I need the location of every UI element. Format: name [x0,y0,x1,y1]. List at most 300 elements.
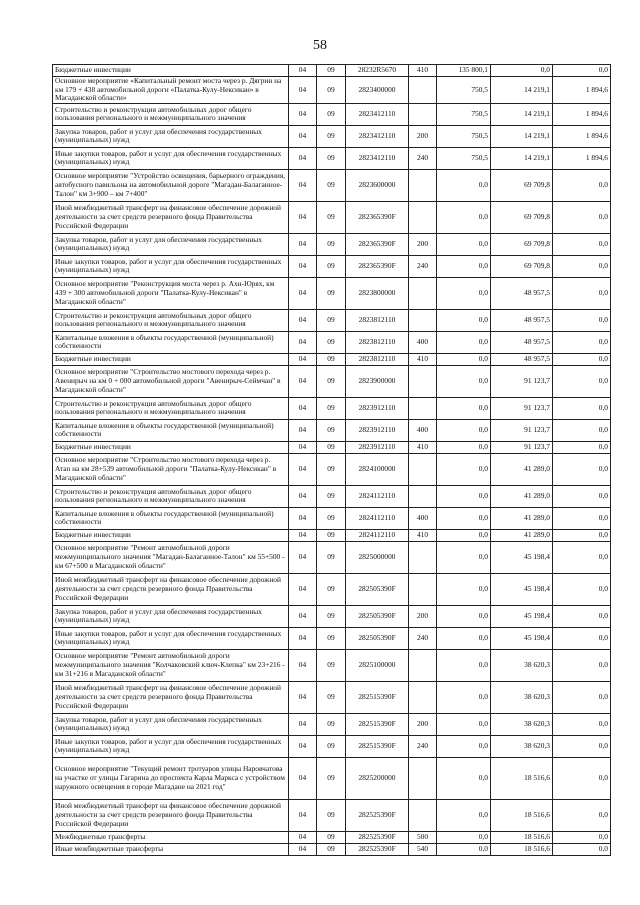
table-row [53,255,611,277]
page-number: 58 [313,38,327,53]
table-row [53,757,611,799]
row-amount-2-cell: 14 219,1 [491,77,553,104]
row-expense-type-cell [409,77,437,104]
row-expense-type-cell: 200 [409,233,437,255]
row-section-cell: 04 [289,309,317,331]
row-amount-1-cell: 750,5 [437,77,491,104]
row-section-cell: 04 [289,713,317,735]
row-subsection-cell: 09 [317,365,346,397]
row-target-article-cell: 282365390F [346,233,409,255]
row-target-article-cell: 2823812110 [346,331,409,353]
row-expense-type-cell [409,397,437,419]
row-amount-3-cell: 0,0 [553,353,611,365]
row-section-cell: 04 [289,419,317,441]
row-amount-2-cell: 18 516,6 [491,799,553,831]
row-expense-type-cell: 400 [409,331,437,353]
row-expense-type-cell [409,485,437,507]
row-expense-type-cell [409,365,437,397]
row-name-cell: Основное мероприятие «Капитальный ремонт моста через р. Дягрин на км 179 + 438 автомобильной дороги «Палатка-Кулу-Нексикан» в Магаданской области» [53,77,289,104]
table-row [53,541,611,573]
row-target-article-cell: 282365390F [346,255,409,277]
row-amount-2-cell: 45 198,4 [491,541,553,573]
row-section-cell: 04 [289,453,317,485]
row-expense-type-cell [409,453,437,485]
row-subsection-cell: 09 [317,331,346,353]
row-section-cell: 04 [289,799,317,831]
row-section-cell: 04 [289,485,317,507]
table-row [53,233,611,255]
row-subsection-cell: 09 [317,201,346,233]
row-target-article-cell: 2823812110 [346,353,409,365]
row-target-article-cell: 2823900000 [346,365,409,397]
row-amount-3-cell: 0,0 [553,441,611,453]
row-name-cell: Основное мероприятие "Ремонт автомобильной дороги межмуниципального значения "Магадан-Балаганное-Талон" км 55+500 - км 67+500 в Магаданской области" [53,541,289,573]
row-expense-type-cell: 240 [409,255,437,277]
row-name-cell: Бюджетные инвестиции [53,65,289,77]
row-amount-2-cell: 91 123,7 [491,441,553,453]
row-subsection-cell: 09 [317,507,346,529]
row-amount-1-cell: 0,0 [437,843,491,855]
row-amount-1-cell: 0,0 [437,485,491,507]
row-target-article-cell: 2823412110 [346,147,409,169]
row-section-cell: 04 [289,573,317,605]
row-target-article-cell: 2823412110 [346,125,409,147]
row-name-cell: Закупка товаров, работ и услуг для обеспечения государственных (муниципальных) нужд [53,713,289,735]
row-subsection-cell: 09 [317,605,346,627]
row-amount-2-cell: 41 289,0 [491,529,553,541]
row-name-cell: Строительство и реконструкция автомобильных дорог общего пользования регионального и межмуниципального значения [53,485,289,507]
row-subsection-cell: 09 [317,649,346,681]
table-row [53,365,611,397]
row-target-article-cell: 2824100000 [346,453,409,485]
row-target-article-cell: 2824112110 [346,529,409,541]
row-amount-2-cell: 91 123,7 [491,397,553,419]
row-section-cell: 04 [289,605,317,627]
row-subsection-cell: 09 [317,353,346,365]
row-amount-3-cell: 1 894,6 [553,77,611,104]
row-amount-1-cell: 0,0 [437,541,491,573]
row-amount-2-cell: 41 289,0 [491,507,553,529]
row-subsection-cell: 09 [317,419,346,441]
table-row [53,799,611,831]
row-expense-type-cell [409,573,437,605]
row-subsection-cell: 09 [317,573,346,605]
budget-table [52,64,611,856]
row-target-article-cell: 2823400000 [346,77,409,104]
row-name-cell: Иной межбюджетный трансферт на финансовое обеспечение дорожной деятельности за счет средств резервного фонда Правительства Российской Федерации [53,681,289,713]
row-amount-1-cell: 750,5 [437,103,491,125]
row-name-cell: Иные закупки товаров, работ и услуг для обеспечения государственных (муниципальных) нужд [53,147,289,169]
row-amount-2-cell: 91 123,7 [491,419,553,441]
row-section-cell: 04 [289,77,317,104]
row-subsection-cell: 09 [317,277,346,309]
row-subsection-cell: 09 [317,529,346,541]
table-row [53,309,611,331]
row-amount-2-cell: 45 198,4 [491,605,553,627]
row-name-cell: Основное мероприятие "Ремонт автомобильной дороги межмуниципального значения "Колчаковский ключ-Клепка" км 23+216 - км 31+216 в Магаданской области" [53,649,289,681]
row-target-article-cell: 2825200000 [346,757,409,799]
row-amount-3-cell: 0,0 [553,529,611,541]
row-amount-1-cell: 0,0 [437,397,491,419]
row-amount-3-cell: 0,0 [553,233,611,255]
row-target-article-cell: 2825100000 [346,649,409,681]
row-amount-3-cell: 0,0 [553,799,611,831]
row-name-cell: Основное мероприятие "Текущий ремонт тротуаров улицы Наровчатова на участке от улицы Гагарина до проспекта Карла Маркса с устройством наружного освещения в городе Магадане на 2021 год" [53,757,289,799]
row-expense-type-cell: 410 [409,529,437,541]
row-section-cell: 04 [289,757,317,799]
row-section-cell: 04 [289,255,317,277]
row-amount-1-cell: 0,0 [437,573,491,605]
row-name-cell: Основное мероприятие "Строительство мостового перехода через р. Авенирыч на км 0 + 000 автомобильной дороги "Авенирыч-Сеймчан" в Магаданской области" [53,365,289,397]
row-amount-2-cell: 69 709,8 [491,201,553,233]
row-expense-type-cell [409,309,437,331]
row-subsection-cell: 09 [317,453,346,485]
row-name-cell: Закупка товаров, работ и услуг для обеспечения государственных (муниципальных) нужд [53,605,289,627]
row-expense-type-cell: 540 [409,843,437,855]
row-amount-3-cell: 0,0 [553,65,611,77]
table-row [53,627,611,649]
row-subsection-cell: 09 [317,831,346,843]
row-subsection-cell: 09 [317,147,346,169]
row-amount-2-cell: 48 957,5 [491,353,553,365]
table-row [53,713,611,735]
row-name-cell: Межбюджетные трансферты [53,831,289,843]
row-amount-2-cell: 38 620,3 [491,735,553,757]
row-amount-1-cell: 0,0 [437,441,491,453]
table-row [53,529,611,541]
row-amount-2-cell: 69 709,8 [491,255,553,277]
row-amount-2-cell: 18 516,6 [491,831,553,843]
row-target-article-cell: 282525390F [346,831,409,843]
row-amount-3-cell: 0,0 [553,605,611,627]
table-row [53,169,611,201]
row-amount-1-cell: 0,0 [437,713,491,735]
row-name-cell: Иные закупки товаров, работ и услуг для обеспечения государственных (муниципальных) нужд [53,735,289,757]
row-expense-type-cell: 200 [409,713,437,735]
table-row [53,649,611,681]
row-amount-2-cell: 14 219,1 [491,147,553,169]
row-name-cell: Иные межбюджетные трансферты [53,843,289,855]
row-amount-1-cell: 0,0 [437,507,491,529]
row-target-article-cell: 282505390F [346,605,409,627]
row-amount-3-cell: 0,0 [553,419,611,441]
table-row [53,201,611,233]
table-row [53,831,611,843]
row-subsection-cell: 09 [317,169,346,201]
row-amount-1-cell: 0,0 [437,605,491,627]
row-expense-type-cell [409,757,437,799]
row-subsection-cell: 09 [317,541,346,573]
row-target-article-cell: 282525390F [346,843,409,855]
row-target-article-cell: 282515390F [346,681,409,713]
row-subsection-cell: 09 [317,125,346,147]
row-expense-type-cell: 400 [409,419,437,441]
row-amount-3-cell: 0,0 [553,277,611,309]
row-amount-1-cell: 0,0 [437,365,491,397]
row-target-article-cell: 282505390F [346,573,409,605]
row-section-cell: 04 [289,529,317,541]
row-expense-type-cell: 200 [409,605,437,627]
table-row [53,843,611,855]
table-row [53,681,611,713]
row-expense-type-cell [409,201,437,233]
row-subsection-cell: 09 [317,757,346,799]
row-section-cell: 04 [289,649,317,681]
table-row [53,605,611,627]
row-amount-1-cell: 750,5 [437,147,491,169]
row-section-cell: 04 [289,147,317,169]
row-amount-3-cell: 0,0 [553,627,611,649]
row-section-cell: 04 [289,627,317,649]
row-amount-3-cell: 0,0 [553,485,611,507]
row-amount-3-cell: 0,0 [553,397,611,419]
row-amount-2-cell: 48 957,5 [491,331,553,353]
row-expense-type-cell: 410 [409,65,437,77]
row-amount-2-cell: 45 198,4 [491,627,553,649]
row-target-article-cell: 28232R5670 [346,65,409,77]
row-name-cell: Бюджетные инвестиции [53,441,289,453]
table-row [53,103,611,125]
row-section-cell: 04 [289,125,317,147]
row-amount-3-cell: 0,0 [553,573,611,605]
row-subsection-cell: 09 [317,713,346,735]
row-amount-2-cell: 38 620,3 [491,649,553,681]
row-target-article-cell: 2825000000 [346,541,409,573]
row-section-cell: 04 [289,103,317,125]
row-expense-type-cell: 240 [409,735,437,757]
row-section-cell: 04 [289,277,317,309]
row-name-cell: Бюджетные инвестиции [53,353,289,365]
row-amount-2-cell: 0,0 [491,65,553,77]
row-expense-type-cell [409,169,437,201]
row-name-cell: Иной межбюджетный трансферт на финансовое обеспечение дорожной деятельности за счет средств резервного фонда Правительства Российской Федерации [53,573,289,605]
row-subsection-cell: 09 [317,627,346,649]
row-amount-2-cell: 41 289,0 [491,453,553,485]
row-subsection-cell: 09 [317,65,346,77]
row-amount-3-cell: 0,0 [553,453,611,485]
row-amount-3-cell: 0,0 [553,735,611,757]
row-expense-type-cell [409,681,437,713]
row-target-article-cell: 282515390F [346,735,409,757]
row-amount-1-cell: 750,5 [437,125,491,147]
row-name-cell: Основное мероприятие "Устройство освещения, барьерного ограждения, автобусного павильона на автомобильной дороге "Магадан-Балаганное-Талон" км 3+900 – км 7+400" [53,169,289,201]
row-amount-3-cell: 0,0 [553,831,611,843]
table-row [53,125,611,147]
row-target-article-cell: 2823800000 [346,277,409,309]
row-amount-1-cell: 0,0 [437,799,491,831]
row-amount-3-cell: 0,0 [553,331,611,353]
row-expense-type-cell [409,799,437,831]
table-row [53,277,611,309]
row-section-cell: 04 [289,365,317,397]
row-amount-2-cell: 14 219,1 [491,103,553,125]
row-amount-2-cell: 69 709,8 [491,169,553,201]
row-amount-2-cell: 18 516,6 [491,843,553,855]
table-row [53,65,611,77]
row-target-article-cell: 2823812110 [346,309,409,331]
row-name-cell: Капитальные вложения в объекты государственной (муниципальной) собственности [53,419,289,441]
row-expense-type-cell [409,103,437,125]
row-subsection-cell: 09 [317,735,346,757]
row-expense-type-cell: 500 [409,831,437,843]
row-name-cell: Капитальные вложения в объекты государственной (муниципальной) собственности [53,507,289,529]
row-name-cell: Капитальные вложения в объекты государственной (муниципальной) собственности [53,331,289,353]
row-expense-type-cell: 200 [409,125,437,147]
budget-table-body [53,65,611,856]
row-amount-1-cell: 0,0 [437,331,491,353]
table-row [53,735,611,757]
row-amount-1-cell: 0,0 [437,353,491,365]
row-amount-2-cell: 69 709,8 [491,233,553,255]
row-subsection-cell: 09 [317,103,346,125]
row-subsection-cell: 09 [317,485,346,507]
row-amount-1-cell: 0,0 [437,735,491,757]
row-subsection-cell: 09 [317,77,346,104]
table-row [53,485,611,507]
row-target-article-cell: 2823912110 [346,397,409,419]
row-amount-3-cell: 0,0 [553,649,611,681]
row-amount-1-cell: 135 800,1 [437,65,491,77]
row-amount-2-cell: 45 198,4 [491,573,553,605]
row-subsection-cell: 09 [317,255,346,277]
row-name-cell: Иные закупки товаров, работ и услуг для обеспечения государственных (муниципальных) нужд [53,627,289,649]
table-row [53,573,611,605]
row-expense-type-cell [409,541,437,573]
row-name-cell: Иные закупки товаров, работ и услуг для обеспечения государственных (муниципальных) нужд [53,255,289,277]
row-amount-2-cell: 18 516,6 [491,757,553,799]
row-amount-3-cell: 0,0 [553,713,611,735]
row-name-cell: Закупка товаров, работ и услуг для обеспечения государственных (муниципальных) нужд [53,125,289,147]
row-section-cell: 04 [289,507,317,529]
row-expense-type-cell: 410 [409,353,437,365]
row-amount-1-cell: 0,0 [437,529,491,541]
row-amount-1-cell: 0,0 [437,169,491,201]
row-expense-type-cell: 400 [409,507,437,529]
row-section-cell: 04 [289,233,317,255]
row-name-cell: Бюджетные инвестиции [53,529,289,541]
row-target-article-cell: 2823912110 [346,441,409,453]
row-section-cell: 04 [289,65,317,77]
table-row [53,507,611,529]
row-amount-1-cell: 0,0 [437,627,491,649]
row-amount-2-cell: 48 957,5 [491,309,553,331]
row-expense-type-cell [409,649,437,681]
row-target-article-cell: 282365390F [346,201,409,233]
row-subsection-cell: 09 [317,843,346,855]
table-row [53,397,611,419]
row-amount-2-cell: 14 219,1 [491,125,553,147]
row-name-cell: Строительство и реконструкция автомобильных дорог общего пользования регионального и межмуниципального значения [53,397,289,419]
row-target-article-cell: 2823412110 [346,103,409,125]
table-row [53,453,611,485]
row-expense-type-cell: 240 [409,627,437,649]
table-row [53,419,611,441]
row-amount-3-cell: 0,0 [553,541,611,573]
row-subsection-cell: 09 [317,681,346,713]
table-row [53,77,611,104]
row-expense-type-cell [409,277,437,309]
row-amount-1-cell: 0,0 [437,309,491,331]
row-section-cell: 04 [289,681,317,713]
row-target-article-cell: 2824112110 [346,507,409,529]
table-row [53,441,611,453]
row-amount-2-cell: 38 620,3 [491,713,553,735]
row-name-cell: Иной межбюджетный трансферт на финансовое обеспечение дорожной деятельности за счет средств резервного фонда Правительства Российской Федерации [53,799,289,831]
row-section-cell: 04 [289,735,317,757]
row-subsection-cell: 09 [317,441,346,453]
row-section-cell: 04 [289,331,317,353]
row-subsection-cell: 09 [317,397,346,419]
row-amount-1-cell: 0,0 [437,255,491,277]
row-expense-type-cell: 240 [409,147,437,169]
row-amount-2-cell: 48 957,5 [491,277,553,309]
table-row [53,353,611,365]
row-amount-3-cell: 0,0 [553,169,611,201]
row-amount-3-cell: 1 894,6 [553,147,611,169]
row-amount-1-cell: 0,0 [437,681,491,713]
row-name-cell: Закупка товаров, работ и услуг для обеспечения государственных (муниципальных) нужд [53,233,289,255]
row-name-cell: Иной межбюджетный трансферт на финансовое обеспечение дорожной деятельности за счет средств резервного фонда Правительства Российской Федерации [53,201,289,233]
row-amount-3-cell: 0,0 [553,681,611,713]
row-amount-1-cell: 0,0 [437,757,491,799]
row-amount-3-cell: 0,0 [553,507,611,529]
row-subsection-cell: 09 [317,233,346,255]
row-subsection-cell: 09 [317,309,346,331]
table-row [53,147,611,169]
row-amount-1-cell: 0,0 [437,831,491,843]
row-section-cell: 04 [289,831,317,843]
row-name-cell: Строительство и реконструкция автомобильных дорог общего пользования регионального и межмуниципального значения [53,103,289,125]
row-section-cell: 04 [289,843,317,855]
row-section-cell: 04 [289,169,317,201]
row-amount-3-cell: 0,0 [553,255,611,277]
row-amount-3-cell: 0,0 [553,843,611,855]
table-row [53,331,611,353]
row-amount-3-cell: 0,0 [553,365,611,397]
row-target-article-cell: 2823600000 [346,169,409,201]
row-amount-2-cell: 91 123,7 [491,365,553,397]
row-amount-3-cell: 1 894,6 [553,103,611,125]
row-section-cell: 04 [289,353,317,365]
row-target-article-cell: 282515390F [346,713,409,735]
row-section-cell: 04 [289,541,317,573]
row-amount-3-cell: 1 894,6 [553,125,611,147]
row-amount-1-cell: 0,0 [437,453,491,485]
row-section-cell: 04 [289,397,317,419]
row-amount-1-cell: 0,0 [437,233,491,255]
row-name-cell: Основное мероприятие "Строительство мостового перехода через р. Атаn на км 28+539 автомобильной дороги "Палатка-Кулу-Нексикан" в Магаданской области" [53,453,289,485]
row-amount-1-cell: 0,0 [437,419,491,441]
row-target-article-cell: 2823912110 [346,419,409,441]
row-amount-3-cell: 0,0 [553,309,611,331]
row-section-cell: 04 [289,201,317,233]
row-amount-2-cell: 38 620,3 [491,681,553,713]
row-target-article-cell: 282525390F [346,799,409,831]
row-name-cell: Строительство и реконструкция автомобильных дорог общего пользования регионального и межмуниципального значения [53,309,289,331]
row-amount-3-cell: 0,0 [553,201,611,233]
row-subsection-cell: 09 [317,799,346,831]
row-section-cell: 04 [289,441,317,453]
row-expense-type-cell: 410 [409,441,437,453]
row-amount-1-cell: 0,0 [437,649,491,681]
row-amount-1-cell: 0,0 [437,277,491,309]
row-amount-3-cell: 0,0 [553,757,611,799]
row-name-cell: Основное мероприятие "Реконструкция моста через р. Ахн-Юрях, км 439 + 300 автомобильной дороги "Палатка-Кулу-Нексикан" в Магаданской области" [53,277,289,309]
row-target-article-cell: 2824112110 [346,485,409,507]
row-target-article-cell: 282505390F [346,627,409,649]
row-amount-2-cell: 41 289,0 [491,485,553,507]
row-amount-1-cell: 0,0 [437,201,491,233]
